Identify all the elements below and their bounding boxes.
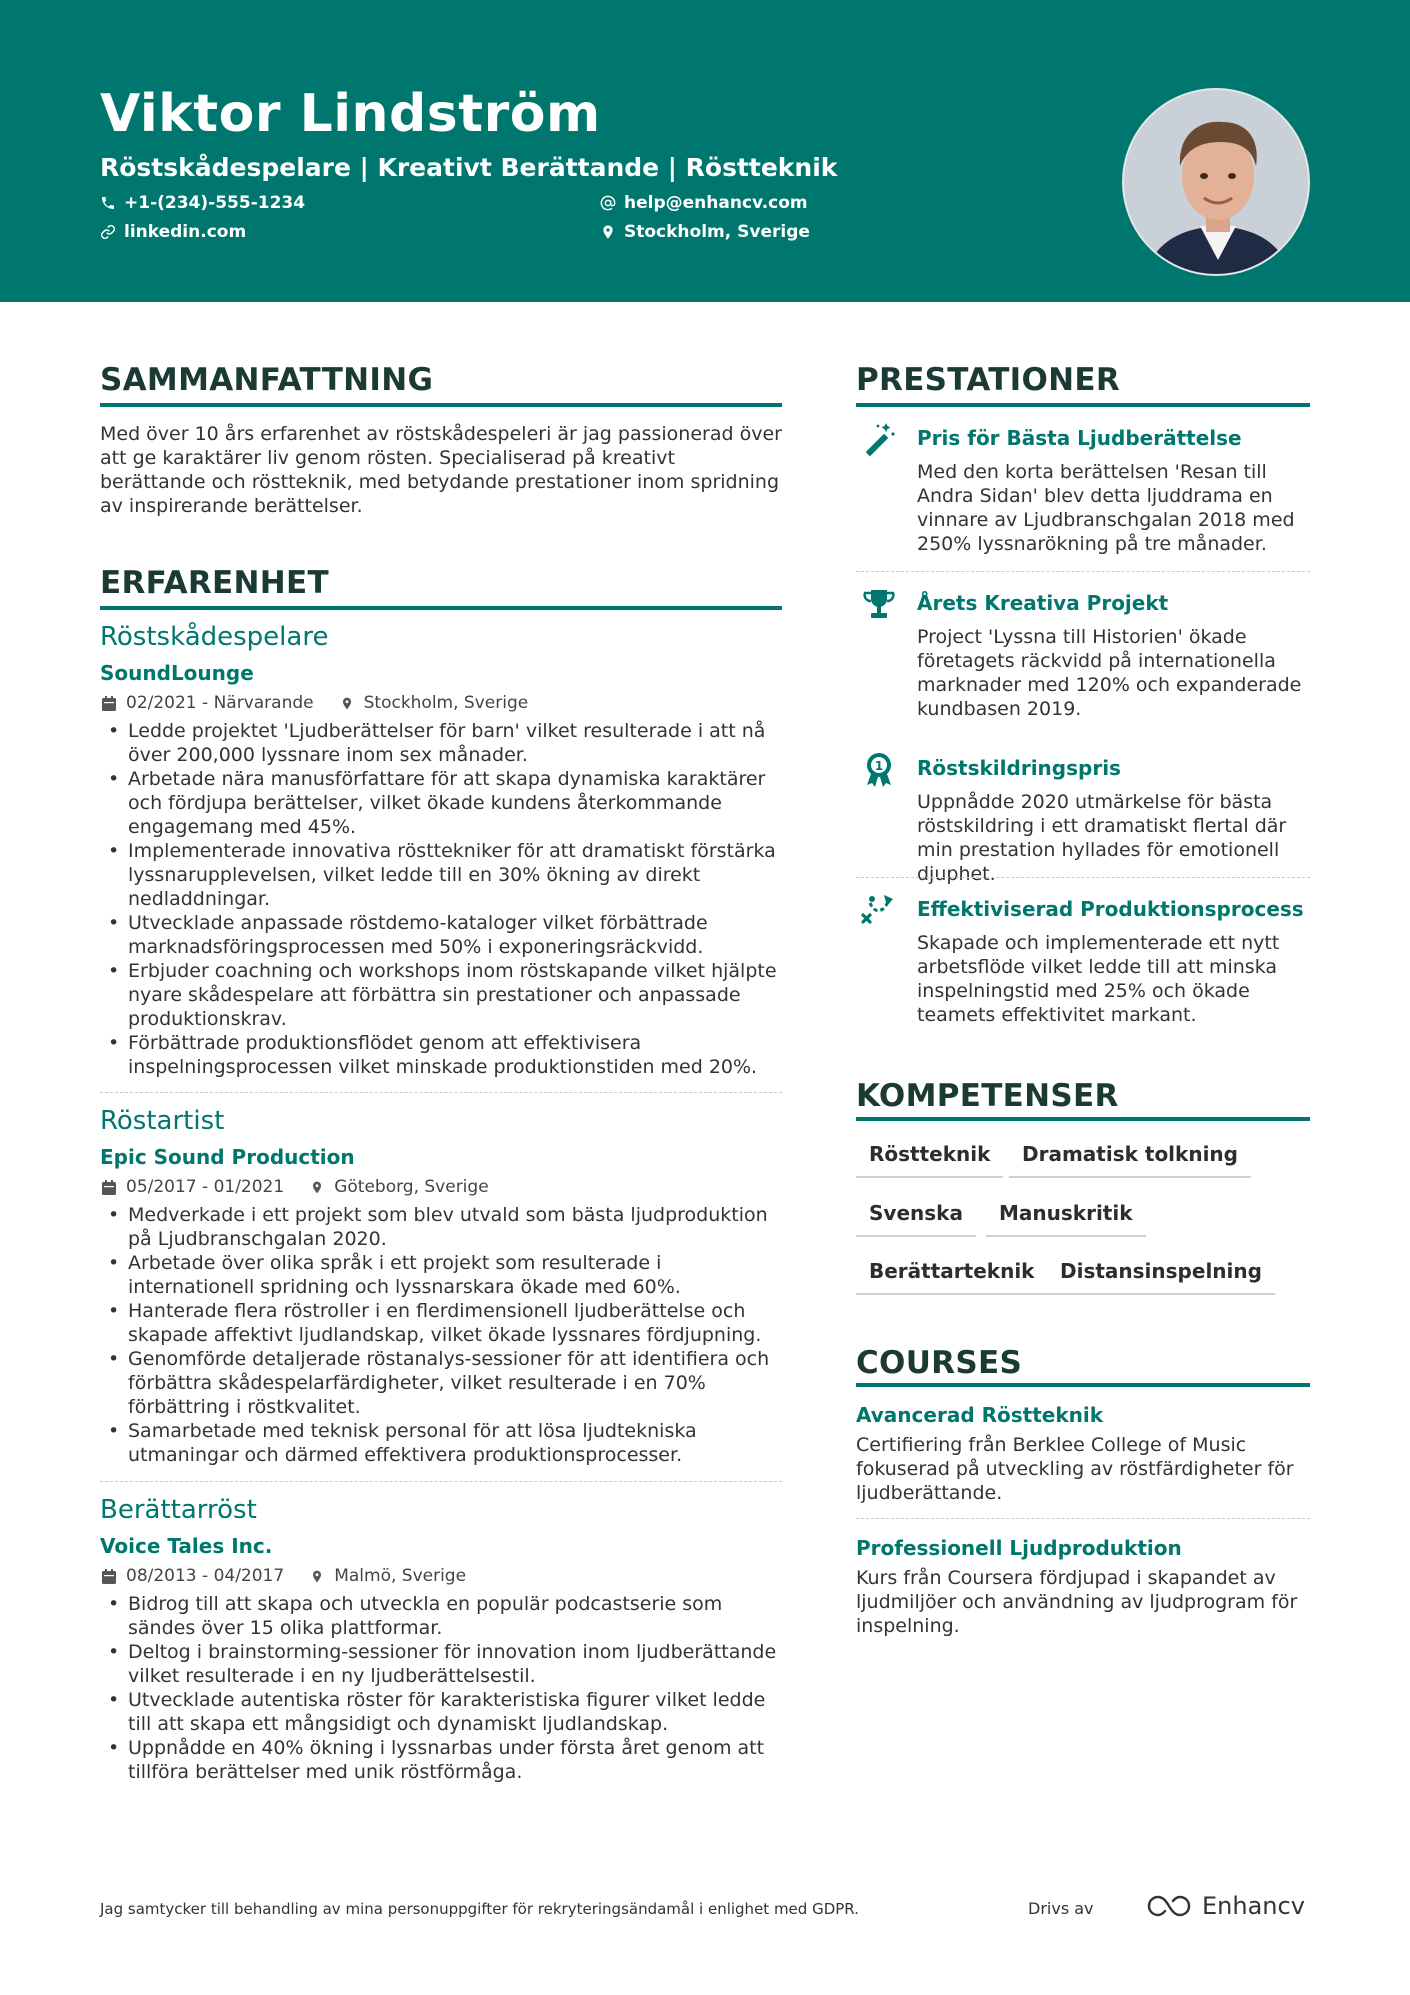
- powered-by-label: Drivs av: [1028, 1899, 1094, 1918]
- bullet-item: • Hanterade flera röstroller i en flerdimensionell ljudberättelse och skapade affektivt ljudlandskap, vilket ökade lyssnares fördjupning.: [100, 1299, 782, 1347]
- achievements-heading-rule: [856, 403, 1310, 407]
- achievement-text: Skapade och implementerade ett nytt arbetsflöde vilket ledde till att minska inspelningstid med 25% och ökade teamets effektivitet markant.: [917, 932, 1280, 1026]
- bullet-item: • Utvecklade anpassade röstdemo-kataloger vilket förbättrade marknadsföringsprocessen med 50% i exponeringsräckvidd.: [100, 911, 782, 959]
- strategy-icon: [860, 891, 898, 929]
- portrait-illustration: [1124, 90, 1310, 276]
- award-badge-icon: [860, 750, 898, 788]
- phone-text: +1-(234)-555-1234: [124, 193, 306, 213]
- bullet-item: • Uppnådde en 40% ökning i lyssnarbas under första året genom att tillföra berättelser med unik röstförmåga.: [100, 1736, 782, 1784]
- achievement-divider: [856, 571, 1310, 572]
- location-text: Stockholm, Sverige: [624, 222, 810, 242]
- skill-tag: Berättarteknik: [856, 1255, 1047, 1295]
- job-dates: 08/2013 - 04/2017: [126, 1566, 285, 1586]
- course-divider: [856, 1518, 1310, 1519]
- bullet-item: • Implementerade innovativa rösttekniker för att dramatiskt förstärka lyssnarupplevelsen, vilket ledde till en 30% ökning av direkt nedladdningar.: [100, 839, 782, 911]
- job-meta: [102, 1177, 489, 1197]
- contact-phone[interactable]: [100, 193, 305, 213]
- summary-text: Med över 10 års erfarenhet av röstskådespeleri är jag passionerad över att ge karaktärer liv genom rösten. Specialiserad på kreativt berättande och röstteknik, med betydande prestationer inom spridning av inspirerande berättelser.: [100, 423, 782, 517]
- company-name: Epic Sound Production: [100, 1145, 355, 1169]
- contact-linkedin[interactable]: [100, 222, 246, 242]
- email-text: help@enhancv.com: [624, 193, 808, 213]
- bullet-item: • Ledde projektet 'Ljudberättelser för barn' vilket resulterade i att nå över 200,000 lyssnare inom sex månader.: [100, 719, 782, 767]
- gdpr-consent: Jag samtycker till behandling av mina personuppgifter för rekryteringsändamål i enlighet med GDPR.: [100, 1900, 859, 1918]
- skill-tag: Manuskritik: [986, 1197, 1146, 1237]
- course-title: Avancerad Röstteknik: [856, 1403, 1104, 1427]
- bullet-item: • Genomförde detaljerade röstanalys-sessioner för att identifiera och förbättra skådespelarfärdigheter, vilket resulterade i en 70% förbättring i röstkvalitet.: [100, 1347, 782, 1419]
- bullet-item: • Medverkade i ett projekt som blev utvald som bästa ljudproduktion på Ljudbranschgalan 2020.: [100, 1203, 782, 1251]
- job-title: Röstskådespelare: [100, 622, 329, 652]
- bullet-item: • Utvecklade autentiska röster för karakteristiska figurer vilket ledde till att skapa ett mångsidigt och dynamiskt ljudlandskap.: [100, 1688, 782, 1736]
- bullet-item: • Bidrog till att skapa och utveckla en populär podcastserie som sändes över 15 olika plattformar.: [100, 1592, 782, 1640]
- skills-heading: KOMPETENSER: [856, 1078, 1119, 1114]
- header-banner: [0, 0, 1410, 302]
- enhancv-logo[interactable]: [1146, 1892, 1305, 1920]
- location-pin-icon: [310, 1569, 324, 1584]
- linkedin-text: linkedin.com: [124, 222, 247, 242]
- achievements-heading: PRESTATIONER: [856, 362, 1121, 398]
- location-pin-icon: [340, 696, 354, 711]
- job-divider: [100, 1481, 782, 1482]
- job-bullets: [100, 719, 782, 1079]
- achievement-title: Röstskildringspris: [917, 756, 1121, 780]
- job-dates: 05/2017 - 01/2021: [126, 1177, 285, 1197]
- summary-heading: SAMMANFATTNING: [100, 362, 434, 398]
- course-text: Kurs från Coursera fördjupad i skapandet av ljudmiljöer och användning av ljudprogram för inspelning.: [856, 1567, 1298, 1637]
- job-title: Berättarröst: [100, 1495, 257, 1525]
- skills-heading-rule: [856, 1117, 1310, 1121]
- skill-tag: Svenska: [856, 1197, 976, 1237]
- summary-heading-rule: [100, 403, 782, 407]
- job-divider: [100, 1092, 782, 1093]
- achievement-title: Effektiviserad Produktionsprocess: [917, 897, 1304, 921]
- profile-photo: [1122, 88, 1310, 276]
- job-title: Röstartist: [100, 1106, 225, 1136]
- calendar-icon: [102, 696, 116, 711]
- calendar-icon: [102, 1180, 116, 1195]
- bullet-item: • Förbättrade produktionsflödet genom att effektivisera inspelningsprocessen vilket minskade produktionstiden med 20%.: [100, 1031, 782, 1079]
- courses-heading-rule: [856, 1383, 1310, 1387]
- skill-tag: Röstteknik: [856, 1138, 1003, 1178]
- bullet-item: • Deltog i brainstorming-sessioner för innovation inom ljudberättande vilket resulterade i en ny ljudberättelsestil.: [100, 1640, 782, 1688]
- company-name: Voice Tales Inc.: [100, 1534, 273, 1558]
- achievement-text: Med den korta berättelsen 'Resan till Andra Sidan' blev detta ljuddrama en vinnare av Ljudbranschgalan 2018 med 250% lyssnarökning på tre månader.: [917, 461, 1295, 555]
- job-meta: [102, 1566, 466, 1586]
- bullet-item: • Arbetade nära manusförfattare för att skapa dynamiska karaktärer och fördjupa berättelser, vilket ökade kundens återkommande engagemang med 45%.: [100, 767, 782, 839]
- candidate-tagline: Röstskådespelare | Kreativt Berättande | Röstteknik: [100, 153, 838, 182]
- experience-heading: ERFARENHET: [100, 565, 329, 601]
- at-sign-icon: [600, 195, 616, 211]
- contact-location: [600, 222, 810, 242]
- svg-text:1: 1: [874, 759, 884, 773]
- course-text: Certifiering från Berklee College of Music fokuserad på utveckling av röstfärdigheter för ljudberättande.: [856, 1434, 1294, 1504]
- bullet-item: • Erbjuder coachning och workshops inom röstskapande vilket hjälpte nyare skådespelare att förbättra sin prestationer och anpassade produktionskrav.: [100, 959, 782, 1031]
- courses-heading: COURSES: [856, 1345, 1023, 1381]
- achievement-text: Uppnådde 2020 utmärkelse för bästa röstskildring i ett dramatiskt flertal där min prestation hyllades för emotionell djuphet.: [917, 791, 1287, 885]
- location-pin-icon: [600, 224, 616, 240]
- trophy-icon: [860, 585, 898, 623]
- course-title: Professionell Ljudproduktion: [856, 1536, 1182, 1560]
- job-location: Malmö, Sverige: [334, 1566, 467, 1586]
- job-location: Stockholm, Sverige: [363, 693, 529, 713]
- location-pin-icon: [310, 1180, 324, 1195]
- skill-tag: Distansinspelning: [1047, 1255, 1275, 1295]
- skill-tag: Dramatisk tolkning: [1009, 1138, 1251, 1178]
- enhancv-logo-icon: [1146, 1893, 1192, 1919]
- contact-email[interactable]: [600, 193, 808, 213]
- bullet-item: • Samarbetade med teknisk personal för att lösa ljudtekniska utmaningar och därmed effektivera produktionsprocesser.: [100, 1419, 782, 1467]
- job-dates: 02/2021 - Närvarande: [126, 693, 314, 713]
- achievement-title: Årets Kreativa Projekt: [917, 591, 1169, 615]
- calendar-icon: [102, 1569, 116, 1584]
- job-location: Göteborg, Sverige: [334, 1177, 489, 1197]
- achievement-title: Pris för Bästa Ljudberättelse: [917, 426, 1242, 450]
- experience-heading-rule: [100, 606, 782, 610]
- phone-icon: [100, 195, 116, 211]
- achievement-text: Project 'Lyssna till Historien' ökade företagets räckvidd på internationella marknader med 120% och expanderade kundbasen 2019.: [917, 626, 1302, 720]
- enhancv-brand-text: Enhancv: [1202, 1892, 1305, 1920]
- achievement-divider: [856, 877, 1310, 878]
- link-icon: [100, 224, 116, 240]
- company-name: SoundLounge: [100, 661, 254, 685]
- candidate-name: Viktor Lindström: [100, 84, 601, 144]
- bullet-item: • Arbetade över olika språk i ett projekt som resulterade i internationell spridning och lyssnarskara ökade med 60%.: [100, 1251, 782, 1299]
- job-bullets: [100, 1592, 782, 1784]
- job-bullets: [100, 1203, 782, 1467]
- magic-wand-icon: [860, 420, 898, 458]
- job-meta: [102, 693, 528, 713]
